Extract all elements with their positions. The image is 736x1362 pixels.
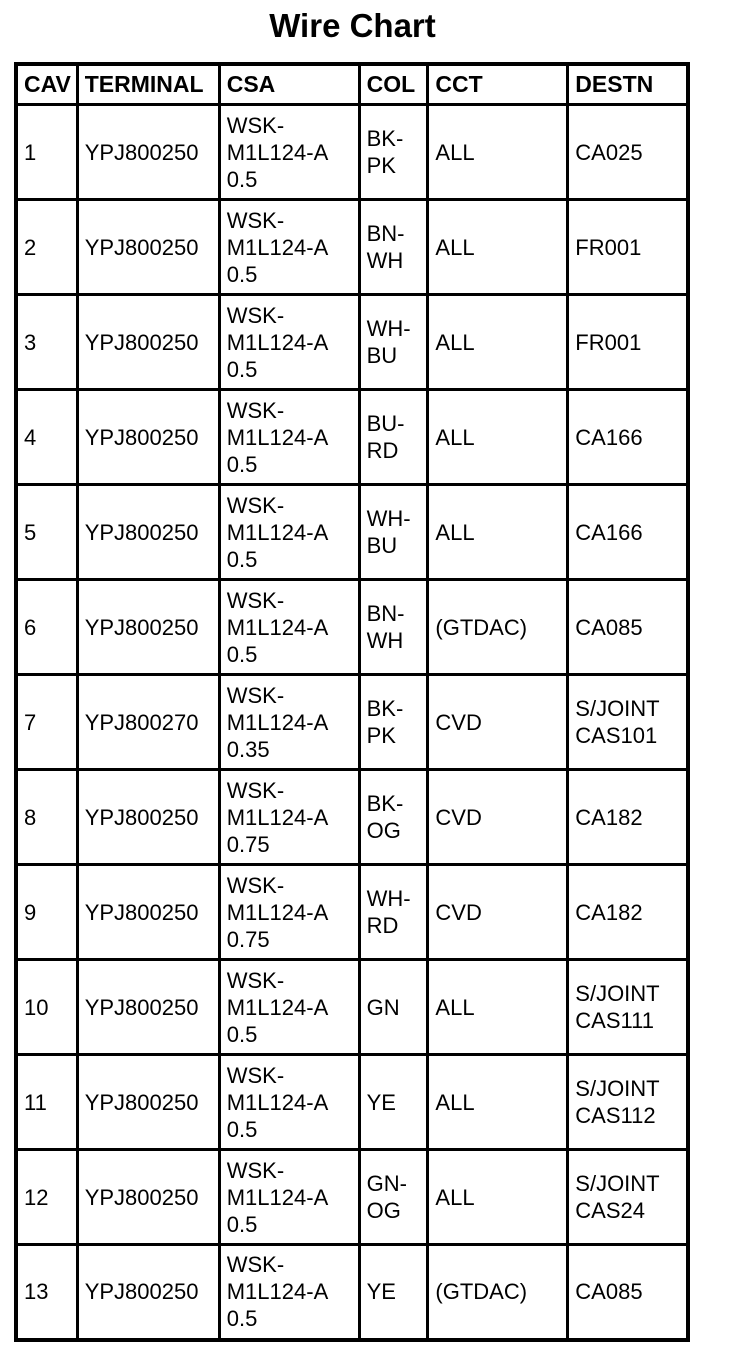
cell-terminal: YPJ800250 [77, 105, 219, 200]
cell-destn-line: CA166 [575, 424, 643, 450]
cell-csa-line: WSK- [226, 1062, 285, 1088]
cell-col [359, 1150, 428, 1245]
cell-col [359, 770, 428, 865]
cell-destn-line: CAS101 [575, 723, 658, 748]
cell-csa-line: M1L124-A [226, 139, 329, 165]
cell-col [359, 200, 428, 295]
cell-csa-line: WSK- [226, 1157, 285, 1183]
cell-col-line: GN [366, 994, 400, 1020]
cell-csa-line: WSK- [226, 397, 285, 423]
cell-cav: 9 [16, 865, 77, 960]
table-row [16, 105, 688, 200]
page-title: Wire Chart [269, 7, 436, 44]
cell-destn-line: CAS111 [575, 1008, 654, 1033]
table-row [16, 200, 688, 295]
table-row [16, 580, 688, 675]
cell-csa-line: M1L124-A [226, 709, 329, 735]
cell-destn [568, 1055, 688, 1150]
cell-destn [568, 1245, 688, 1340]
cell-destn-line: CA182 [575, 804, 643, 830]
table-row [16, 1150, 688, 1245]
cell-col-line: PK [366, 153, 396, 178]
cell-csa [219, 485, 359, 580]
cell-cct: CVD [428, 770, 568, 865]
cell-col-line: RD [366, 913, 399, 938]
cell-cct: ALL [428, 960, 568, 1055]
cell-csa-line: 0.5 [226, 166, 258, 192]
cell-destn [568, 865, 688, 960]
cell-csa-line: 0.5 [226, 1211, 258, 1237]
table-header-row [16, 64, 688, 105]
cell-col-line: RD [366, 438, 399, 463]
cell-cav: 5 [16, 485, 77, 580]
cell-terminal: YPJ800270 [77, 675, 219, 770]
cell-csa-line: 0.5 [226, 1306, 258, 1332]
cell-csa-line: M1L124-A [226, 519, 329, 545]
cell-col-line: WH- [366, 886, 411, 911]
cell-terminal: YPJ800250 [77, 580, 219, 675]
cell-destn-line: FR001 [575, 234, 642, 260]
cell-csa-line: WSK- [226, 777, 285, 803]
cell-destn-line: CA025 [575, 139, 643, 165]
cell-cct: ALL [428, 485, 568, 580]
cell-destn [568, 200, 688, 295]
cell-csa-line: M1L124-A [226, 1279, 329, 1305]
cell-destn-line: S/JOINT [575, 1076, 660, 1101]
cell-cav: 2 [16, 200, 77, 295]
cell-terminal: YPJ800250 [77, 1055, 219, 1150]
cell-col-line: BK- [366, 791, 404, 816]
table-row [16, 770, 688, 865]
cell-destn-line: S/JOINT [575, 981, 660, 1006]
cell-csa-line: 0.5 [226, 1116, 258, 1142]
cell-csa-line: M1L124-A [226, 424, 329, 450]
cell-csa-line: 0.75 [226, 926, 270, 952]
cell-terminal: YPJ800250 [77, 960, 219, 1055]
cell-col-line: BN- [366, 601, 405, 626]
cell-terminal: YPJ800250 [77, 865, 219, 960]
cell-col-line: WH [366, 628, 404, 653]
table-body [16, 105, 688, 1340]
cell-cct: CVD [428, 865, 568, 960]
cell-csa [219, 1245, 359, 1340]
cell-cav: 3 [16, 295, 77, 390]
cell-destn-line: CA182 [575, 899, 643, 925]
cell-csa [219, 580, 359, 675]
cell-col [359, 960, 428, 1055]
cell-col [359, 675, 428, 770]
cell-csa [219, 390, 359, 485]
cell-csa-line: M1L124-A [226, 899, 329, 925]
cell-csa-line: M1L124-A [226, 234, 329, 260]
cell-destn-line: CA166 [575, 519, 643, 545]
cell-cct: ALL [428, 1150, 568, 1245]
cell-cav: 11 [16, 1055, 77, 1150]
cell-csa [219, 770, 359, 865]
cell-col-line: WH- [366, 316, 411, 341]
cell-cav: 4 [16, 390, 77, 485]
table-row [16, 960, 688, 1055]
cell-col-line: BK- [366, 696, 404, 721]
cell-col [359, 105, 428, 200]
cell-cct: CVD [428, 675, 568, 770]
cell-csa [219, 675, 359, 770]
cell-col-line: WH [366, 248, 404, 273]
cell-col [359, 1055, 428, 1150]
cell-col [359, 485, 428, 580]
cell-cct: ALL [428, 200, 568, 295]
cell-destn-line: S/JOINT [575, 1171, 660, 1196]
wire-chart-table [14, 62, 690, 1342]
cell-destn [568, 675, 688, 770]
cell-csa-line: WSK- [226, 1252, 285, 1278]
cell-csa [219, 960, 359, 1055]
cell-cav: 12 [16, 1150, 77, 1245]
cell-csa [219, 1150, 359, 1245]
cell-terminal: YPJ800250 [77, 485, 219, 580]
cell-cct: (GTDAC) [428, 580, 568, 675]
cell-col-line: BN- [366, 221, 405, 246]
cell-csa-line: 0.5 [226, 261, 258, 287]
cell-terminal: YPJ800250 [77, 390, 219, 485]
cell-csa-line: WSK- [226, 492, 285, 518]
table-row [16, 295, 688, 390]
cell-csa-line: M1L124-A [226, 614, 329, 640]
cell-csa-line: 0.5 [226, 356, 258, 382]
cell-destn-line: CAS24 [575, 1198, 645, 1223]
cell-destn [568, 390, 688, 485]
cell-cav: 1 [16, 105, 77, 200]
cell-cct: ALL [428, 105, 568, 200]
cell-csa-line: WSK- [226, 302, 285, 328]
cell-destn [568, 105, 688, 200]
cell-col [359, 580, 428, 675]
cell-csa-line: 0.5 [226, 451, 258, 477]
cell-csa [219, 865, 359, 960]
cell-csa-line: WSK- [226, 872, 285, 898]
cell-csa-line: M1L124-A [226, 804, 329, 830]
cell-csa-line: WSK- [226, 967, 285, 993]
cell-col-line: OG [366, 818, 401, 843]
cell-destn-line: CAS112 [575, 1103, 656, 1128]
table-row [16, 1055, 688, 1150]
cell-csa-line: 0.5 [226, 546, 258, 572]
cell-cav: 10 [16, 960, 77, 1055]
cell-col-line: BU [366, 343, 398, 368]
cell-col-line: BU [366, 533, 398, 558]
cell-csa-line: WSK- [226, 587, 285, 613]
table-row [16, 485, 688, 580]
cell-destn-line: FR001 [575, 329, 642, 355]
cell-col-line: PK [366, 723, 396, 748]
cell-csa-line: M1L124-A [226, 994, 329, 1020]
cell-cct: (GTDAC) [428, 1245, 568, 1340]
cell-terminal: YPJ800250 [77, 770, 219, 865]
cell-cav: 6 [16, 580, 77, 675]
cell-cav: 7 [16, 675, 77, 770]
cell-csa-line: WSK- [226, 207, 285, 233]
cell-destn-line: CA085 [575, 614, 643, 640]
cell-destn [568, 295, 688, 390]
cell-col [359, 295, 428, 390]
header-cct: CCT [428, 64, 568, 105]
cell-terminal: YPJ800250 [77, 200, 219, 295]
cell-col [359, 865, 428, 960]
cell-col [359, 1245, 428, 1340]
cell-col-line: GN- [366, 1171, 407, 1196]
cell-csa-line: M1L124-A [226, 1089, 329, 1115]
cell-csa [219, 200, 359, 295]
cell-destn-line: S/JOINT [575, 696, 660, 721]
cell-destn [568, 960, 688, 1055]
cell-col-line: BU- [366, 411, 405, 436]
cell-csa-line: 0.75 [226, 831, 270, 857]
cell-cct: ALL [428, 1055, 568, 1150]
cell-destn [568, 1150, 688, 1245]
cell-col-line: OG [366, 1198, 401, 1223]
cell-csa-line: 0.35 [226, 736, 270, 762]
cell-col [359, 390, 428, 485]
cell-cct: ALL [428, 295, 568, 390]
cell-csa [219, 105, 359, 200]
cell-destn-line: CA085 [575, 1279, 643, 1305]
cell-col-line: WH- [366, 506, 411, 531]
cell-terminal: YPJ800250 [77, 1150, 219, 1245]
table-row [16, 675, 688, 770]
cell-destn [568, 580, 688, 675]
table-row [16, 865, 688, 960]
cell-csa-line: WSK- [226, 112, 285, 138]
header-cav: CAV [16, 64, 77, 105]
header-destn: DESTN [568, 64, 688, 105]
cell-terminal: YPJ800250 [77, 1245, 219, 1340]
cell-csa-line: 0.5 [226, 1021, 258, 1047]
header-csa: CSA [219, 64, 359, 105]
cell-cav: 8 [16, 770, 77, 865]
table-row [16, 1245, 688, 1340]
cell-destn [568, 770, 688, 865]
cell-terminal: YPJ800250 [77, 295, 219, 390]
cell-cct: ALL [428, 390, 568, 485]
cell-col-line: BK- [366, 126, 404, 151]
cell-destn [568, 485, 688, 580]
cell-col-line: YE [366, 1279, 396, 1305]
cell-col-line: YE [366, 1089, 396, 1115]
cell-csa-line: M1L124-A [226, 1184, 329, 1210]
cell-csa [219, 295, 359, 390]
header-terminal: TERMINAL [77, 64, 219, 105]
header-col: COL [359, 64, 428, 105]
cell-cav: 13 [16, 1245, 77, 1340]
cell-csa [219, 1055, 359, 1150]
cell-csa-line: M1L124-A [226, 329, 329, 355]
cell-csa-line: 0.5 [226, 641, 258, 667]
cell-csa-line: WSK- [226, 682, 285, 708]
table-row [16, 390, 688, 485]
